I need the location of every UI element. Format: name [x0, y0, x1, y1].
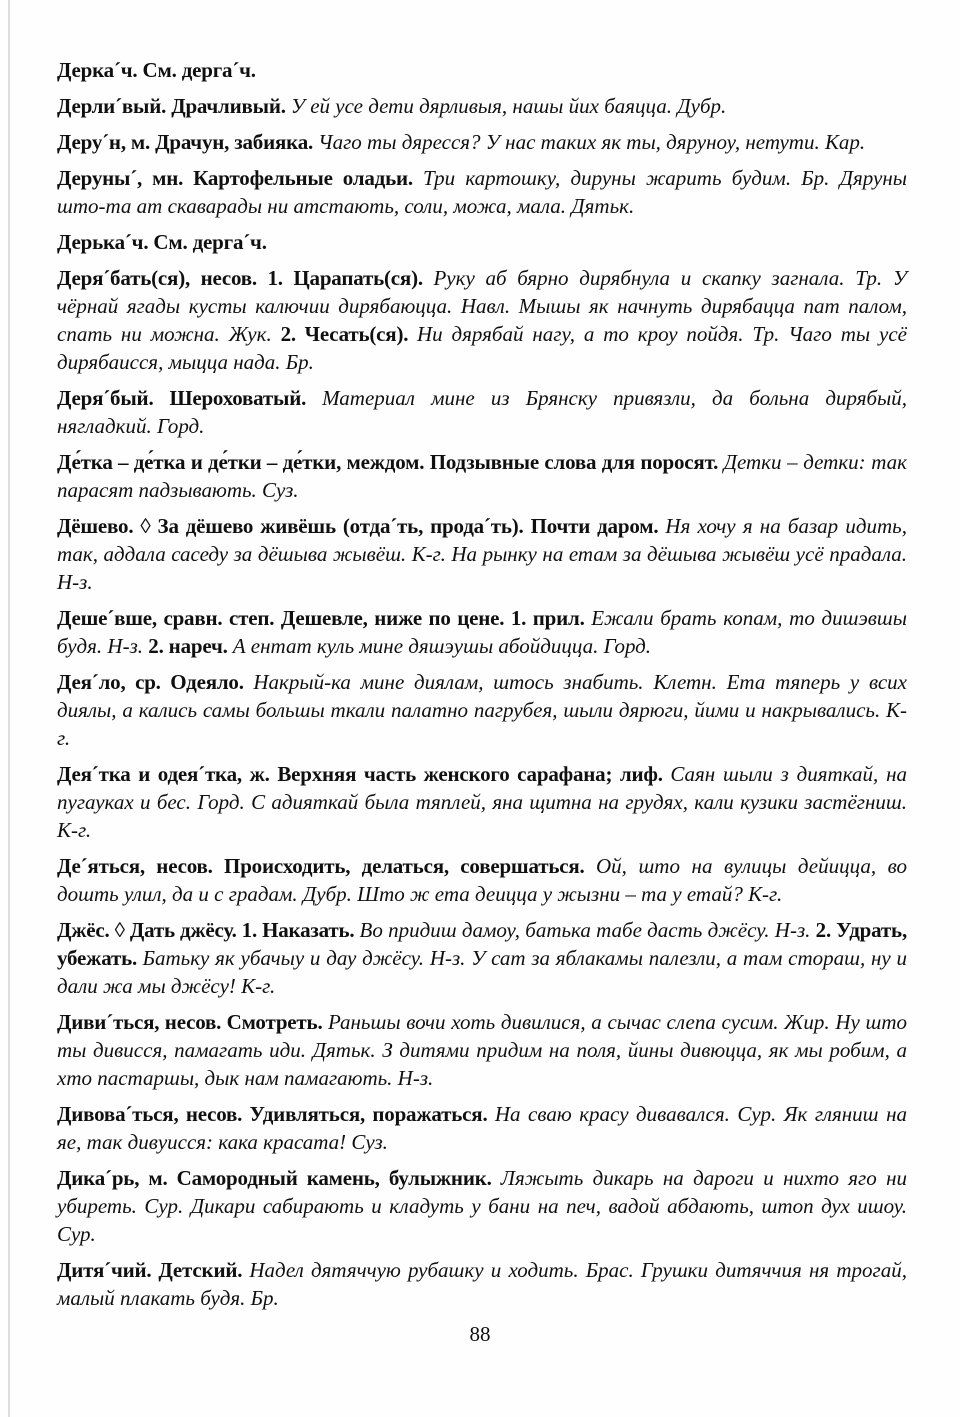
example-quotation: Ой, што на вулицы дейицца, во дошть улил, да и с градам. Дубр. Што ж ета деицца у жызни – та у етай? К-г.: [57, 854, 907, 906]
example-quotation: Надел дятяччую рубашку и ходить. Брас. Грушки дитяччия ня трогай, малый плакать будя. Бр.: [57, 1258, 907, 1310]
headword-and-definition: Деше´вше, сравн. степ. Дешевле, ниже по цене. 1. прил.: [57, 606, 592, 630]
headword-and-definition: Деру´н, м. Драчун, забияка.: [57, 130, 319, 154]
example-quotation: Ежали брать копам, то дишэвшы будя. Н-з.: [57, 606, 907, 658]
dictionary-entry: [57, 164, 907, 220]
dictionary-entry: [57, 384, 907, 440]
headword-and-definition: Диви´ться, несов. Смотреть.: [57, 1010, 328, 1034]
headword-and-definition: 2. Чесать(ся).: [280, 322, 417, 346]
headword-and-definition: Дитя´чий. Детский.: [57, 1258, 250, 1282]
dictionary-entry: [57, 668, 907, 752]
example-quotation: На сваю красу дивавался. Сур. Як гляниш на яе, так дивуисся: кака красата! Суз.: [57, 1102, 907, 1154]
headword-and-definition: Джёс. ◊ Дать джёсу. 1. Наказать.: [57, 918, 360, 942]
page-number: 88: [469, 1322, 491, 1346]
headword-and-definition: Де́тка – де́тка и де́тки – де́тки, междом. Подзывные слова для поросят.: [57, 450, 724, 474]
page-edge-line: [8, 0, 10, 1417]
headword-and-definition: Дика´рь, м. Самородный камень, булыжник.: [57, 1166, 501, 1190]
example-quotation: Руку аб бярно дирябнула и скапку загнала. Тр. У чёрнай ягады кусты калючии дирябаюцца. Навл. Мышы як начнуть дирябацца пат палом, спать ни можна. Жук.: [57, 266, 907, 346]
headword-and-definition: Дея´ло, ср. Одеяло.: [57, 670, 254, 694]
headword-and-definition: Деря´бать(ся), несов. 1. Царапать(ся).: [57, 266, 434, 290]
headword-and-definition: Дерька´ч. См. дерга´ч.: [57, 230, 267, 254]
entries-list: [57, 56, 907, 1320]
example-quotation: Саян шыли з дияткай, на пугауках и бес. Горд. С адияткай была тяплей, яна щитна на грудях, кали кузики застёгниш. К-г.: [57, 762, 908, 842]
dictionary-entry: [57, 92, 907, 120]
example-quotation: Материал мине из Брянску привязли, да больна дирябый, нягладкий. Горд.: [57, 386, 908, 438]
dictionary-entry: [57, 852, 907, 908]
example-quotation: У ей усе дети дярливыя, нашы йих баяцца. Дубр.: [290, 94, 727, 118]
example-quotation: Раньшы вочи хоть дивилися, а сычас слепа сусим. Жир. Ну што ты дивисся, памагать иди. Дятьк. З дитями придим на поля, йины дивюцца, як мы робим, а хто пастаршы, дык нам памагають. Н-з.: [57, 1010, 907, 1090]
dictionary-entry: [57, 1256, 907, 1312]
headword-and-definition: Дивова´ться, несов. Удивляться, поражаться.: [57, 1102, 495, 1126]
example-quotation: Накрый-ка мине диялам, штось знабить. Клетн. Ета тяперь у всих диялы, а кались самы большы ткали палатно пагрубея, шыли дярюги, йими и накрывались. К-г.: [57, 670, 907, 750]
dictionary-entry: [57, 264, 907, 376]
example-quotation: Детки – детки: так парасят падзывають. Суз.: [57, 450, 908, 502]
headword-and-definition: Деря´бый. Шероховатый.: [57, 386, 323, 410]
example-quotation: Во придиш дамоу, батька табе дасть джёсу. Н-з.: [359, 918, 816, 942]
dictionary-entry: [57, 448, 907, 504]
headword-and-definition: Дерли´вый. Драчливый.: [57, 94, 291, 118]
dictionary-entry: [57, 56, 907, 84]
dictionary-entry: [57, 916, 907, 1000]
headword-and-definition: Дёшево. ◊ За дёшево живёшь (отда´ть, прода´ть). Почти даром.: [57, 514, 666, 538]
headword-and-definition: Дерка´ч. См. дерга´ч.: [57, 58, 256, 82]
example-quotation: Ни дярябай нагу, а то кроу пойдя. Тр. Чаго ты усё дирябаисся, мыцца нада. Бр.: [57, 322, 907, 374]
dictionary-entry: [57, 1008, 907, 1092]
dictionary-entry: [57, 512, 907, 596]
dictionary-entry: [57, 760, 907, 844]
example-quotation: Ня хочу я на базар идить, так, аддала саседу за дёшыва жывёш. К-г. На рынку на етам за дёшыва жывёш усё прадала. Н-з.: [57, 514, 907, 594]
headword-and-definition: 2. Удрать, убежать.: [57, 918, 907, 970]
example-quotation: Чаго ты дяресся? У нас таких як ты, дяруноу, нетути. Кар.: [318, 130, 866, 154]
dictionary-entry: [57, 1100, 907, 1156]
headword-and-definition: 2. нареч.: [148, 634, 233, 658]
example-quotation: А ентат куль мине дяшэушы абойдицца. Горд.: [232, 634, 652, 658]
example-quotation: Ляжыть дикарь на дароги и нихто яго ни убиреть. Сур. Дикари сабирають и кладуть у бани на печ, вадой абдають, штоп дух ишоу. Сур.: [57, 1166, 907, 1246]
dictionary-entry: [57, 604, 907, 660]
headword-and-definition: Де´яться, несов. Происходить, делаться, совершаться.: [57, 854, 596, 878]
dictionary-entry: [57, 1164, 907, 1248]
dictionary-entry: [57, 228, 907, 256]
headword-and-definition: Дея´тка и одея´тка, ж. Верхняя часть женского сарафана; лиф.: [57, 762, 671, 786]
example-quotation: Батьку як убачыу и дау джёсу. Н-з. У сат за яблакамы палезли, а там стораш, ну и дали жа мы джёсу! К-г.: [57, 946, 908, 998]
dictionary-entry: [57, 128, 907, 156]
example-quotation: Три картошку, дируны жарить будим. Бр. Дяруны што-та ат скаварады ни атстають, соли, можа, мала. Дятьк.: [57, 166, 907, 218]
headword-and-definition: Деруны´, мн. Картофельные оладьи.: [57, 166, 423, 190]
